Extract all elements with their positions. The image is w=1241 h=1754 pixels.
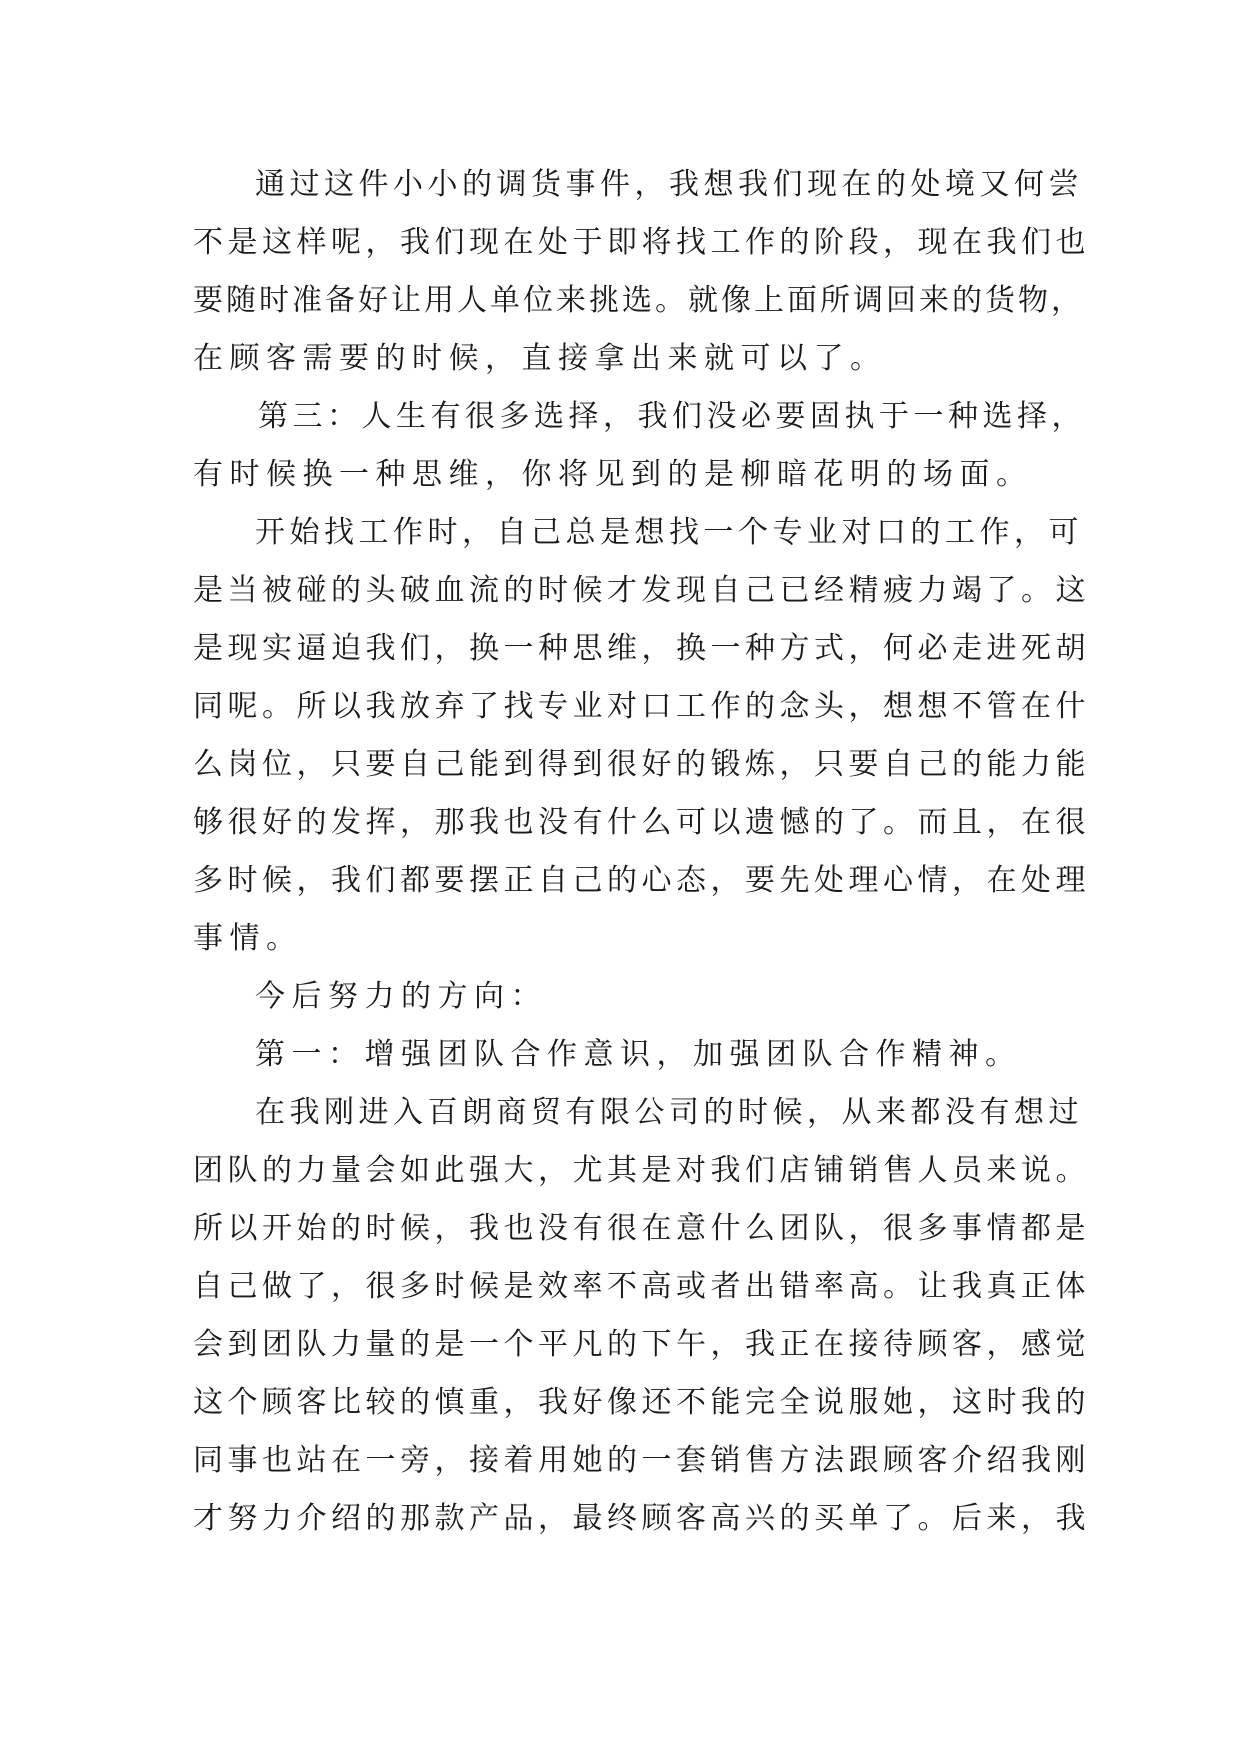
paragraph-line: 自己做了，很多时候是效率不高或者出错率高。让我真正体: [193, 1269, 1090, 1304]
paragraph-line: 多时候，我们都要摆正自己的心态，要先处理心情，在处理: [193, 863, 1090, 898]
paragraph-line: 在我刚进入百朗商贸有限公司的时候，从来都没有想过: [255, 1095, 1083, 1130]
paragraph-line: 要随时准备好让用人单位来挑选。就像上面所调回来的货物，: [193, 283, 1084, 318]
paragraph-line: 有时候换一种思维，你将见到的是柳暗花明的场面。: [193, 457, 1033, 492]
paragraph-line: 会到团队力量的是一个平凡的下午，我正在接待顾客，感觉: [193, 1327, 1090, 1362]
paragraph-line: 通过这件小小的调货事件，我想我们现在的处境又何尝: [255, 167, 1083, 202]
paragraph-line: 在顾客需要的时候，直接拿出来就可以了。: [193, 341, 887, 376]
paragraph-line: 团队的力量会如此强大，尤其是对我们店铺销售人员来说。: [193, 1153, 1090, 1188]
paragraph-line: 么岗位，只要自己能到得到很好的锻炼，只要自己的能力能: [193, 747, 1090, 782]
paragraph-line: 是当被碰的头破血流的时候才发现自己已经精疲力竭了。这: [193, 573, 1090, 608]
section-heading-line: 第三：人生有很多选择，我们没必要固执于一种选择，: [258, 399, 1086, 434]
paragraph-line: 同呢。所以我放弃了找专业对口工作的念头，想想不管在什: [193, 689, 1090, 724]
paragraph-line: 所以开始的时候，我也没有很在意什么团队，很多事情都是: [193, 1211, 1090, 1246]
paragraph-line: 够很好的发挥，那我也没有什么可以遗憾的了。而且，在很: [193, 805, 1090, 840]
paragraph-line: 是现实逼迫我们，换一种思维，换一种方式，何必走进死胡: [193, 631, 1090, 666]
paragraph-line: 才努力介绍的那款产品，最终顾客高兴的买单了。后来，我: [193, 1501, 1090, 1536]
paragraph-line: 不是这样呢，我们现在处于即将找工作的阶段，现在我们也: [193, 225, 1090, 260]
paragraph-line: 开始找工作时，自己总是想找一个专业对口的工作，可: [255, 515, 1083, 550]
section-heading-line: 今后努力的方向：: [255, 979, 547, 1014]
paragraph-line: 事情。: [193, 921, 303, 956]
section-heading-line: 第一：增强团队合作意识，加强团队合作精神。: [255, 1037, 1022, 1072]
paragraph-line: 这个顾客比较的慎重，我好像还不能完全说服她，这时我的: [193, 1385, 1090, 1420]
paragraph-line: 同事也站在一旁，接着用她的一套销售方法跟顾客介绍我刚: [193, 1443, 1090, 1478]
